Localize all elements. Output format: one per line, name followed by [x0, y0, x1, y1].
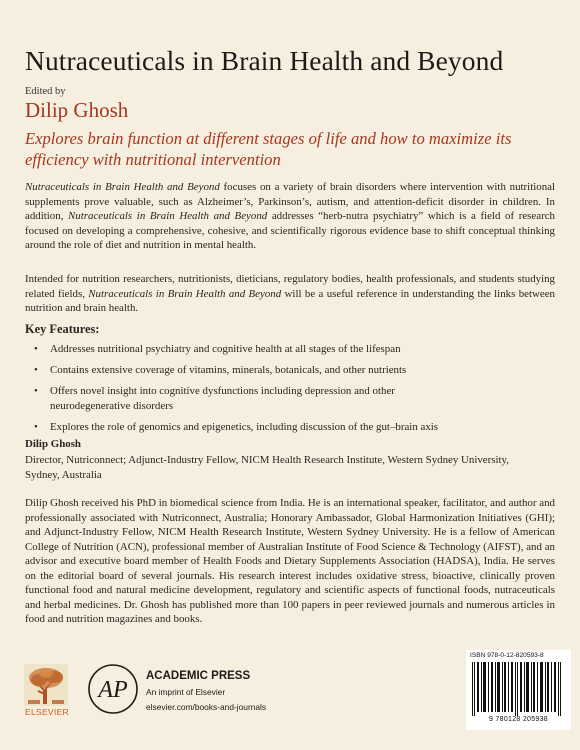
- bullet-icon: •: [34, 343, 38, 355]
- imprint-line: An imprint of Elsevier: [146, 687, 226, 697]
- isbn-label: ISBN 978-0-12-820593-8: [470, 652, 544, 659]
- feature-text: Addresses nutritional psychiatry and cognitive health at all stages of the lifespan: [50, 343, 401, 355]
- author-affiliation: Director, Nutriconnect; Adjunct-Industry Fellow, NICM Health Research Institute, Western Sydney University, Sydney, Australia: [25, 454, 510, 481]
- tagline: Explores brain function at different stages of life and how to maximize its efficiency with nutritional intervention: [25, 129, 512, 169]
- description-text: focuses on a variety of brain disorders where intervention with nutritional supplements prove valuable, such as Alzheimer’s, Parkinson’s, autism, and attention-deficit disorder in children. In addition,: [25, 181, 556, 222]
- bullet-icon: •: [34, 385, 38, 397]
- edited-by-label: Edited by: [25, 86, 66, 97]
- description-text: addresses “herb-nutra psychiatry” which is a field of research focused on developing a comprehensive, cohesive, and scientifically rigorous evidence base to shift conceptual thinking around the role of diet and nutrition in mental health.: [25, 210, 555, 251]
- author-bio: Dilip Ghosh received his PhD in biomedical science from India. He is an international speaker, facilitator, and author and professionally associated with Nutriconnect, Australia; Honorary Ambassador, Global Harmonization Initiatives (GHI); and Adjunct-Industry Fellow, NICM Health Research Institute, Western Sydney University. He is a fellow of American College of Nutrition (ACN), professional member of Australian Institute of Food Science & Technology (AIFST), and an advisor and executive board member of Health Foods and Dietary Supplements Association (HADSA), India. He serves on the editorial board of several journals. His research interest includes oxidative stress, bioactive, clinically proven functional food and natural medicine development, regulatory and scientific aspects of functional foods, nutraceuticals and herbal medicines. Dr. Ghosh has published more than 100 papers in peer reviewed journals and numerous articles in food and nutrition magazines and books.: [25, 497, 555, 625]
- book-title-italic: Nutraceuticals in Brain Health and Beyond: [25, 181, 220, 193]
- bullet-icon: •: [34, 420, 38, 433]
- elsevier-wordmark: ELSEVIER: [25, 707, 69, 717]
- feature-text: Offers novel insight into cognitive dysfunctions including depression and other neurodegenerative disorders: [50, 385, 395, 412]
- description-text: Intended for nutrition researchers, nutritionists, dieticians, regulatory bodies, health professionals, and students studying related fields,: [25, 273, 555, 300]
- feature-item: [34, 342, 554, 357]
- book-title-italic: Nutraceuticals in Brain Health and Beyond: [88, 287, 282, 300]
- barcode-panel: [466, 650, 571, 730]
- feature-item: [34, 420, 554, 435]
- key-features-heading: Key Features:: [25, 322, 100, 336]
- bullet-icon: •: [34, 364, 38, 376]
- editor-name: Dilip Ghosh: [25, 98, 129, 122]
- key-features-list: [34, 342, 554, 434]
- elsevier-tree-logo-icon: [24, 664, 68, 706]
- author-name: Dilip Ghosh: [25, 438, 81, 450]
- description-paragraph-1: [25, 180, 555, 253]
- feature-text: Contains extensive coverage of vitamins, minerals, botanicals, and other nutrients: [50, 364, 407, 376]
- feature-item: [34, 384, 554, 413]
- publisher-url: elsevier.com/books-and-journals: [146, 702, 267, 712]
- academic-press-ap-logo-icon: [86, 663, 140, 715]
- academic-press-name: ACADEMIC PRESS: [146, 670, 251, 682]
- book-title: Nutraceuticals in Brain Health and Beyond: [25, 45, 504, 76]
- book-title-italic: Nutraceuticals in Brain Health and Beyond: [68, 210, 268, 222]
- description-paragraph-2: [25, 272, 555, 316]
- feature-text: Explores the role of genomics and epigenetics, including discussion of the gut–brain axis: [50, 420, 439, 433]
- description-text: will be a useful reference in understanding the links between nutrition and brain health.: [25, 287, 555, 314]
- barcode-icon: [470, 662, 567, 716]
- ap-monogram: AP: [98, 677, 128, 703]
- feature-item: [34, 363, 554, 378]
- barcode-digits: 9 780128 205938: [489, 716, 548, 723]
